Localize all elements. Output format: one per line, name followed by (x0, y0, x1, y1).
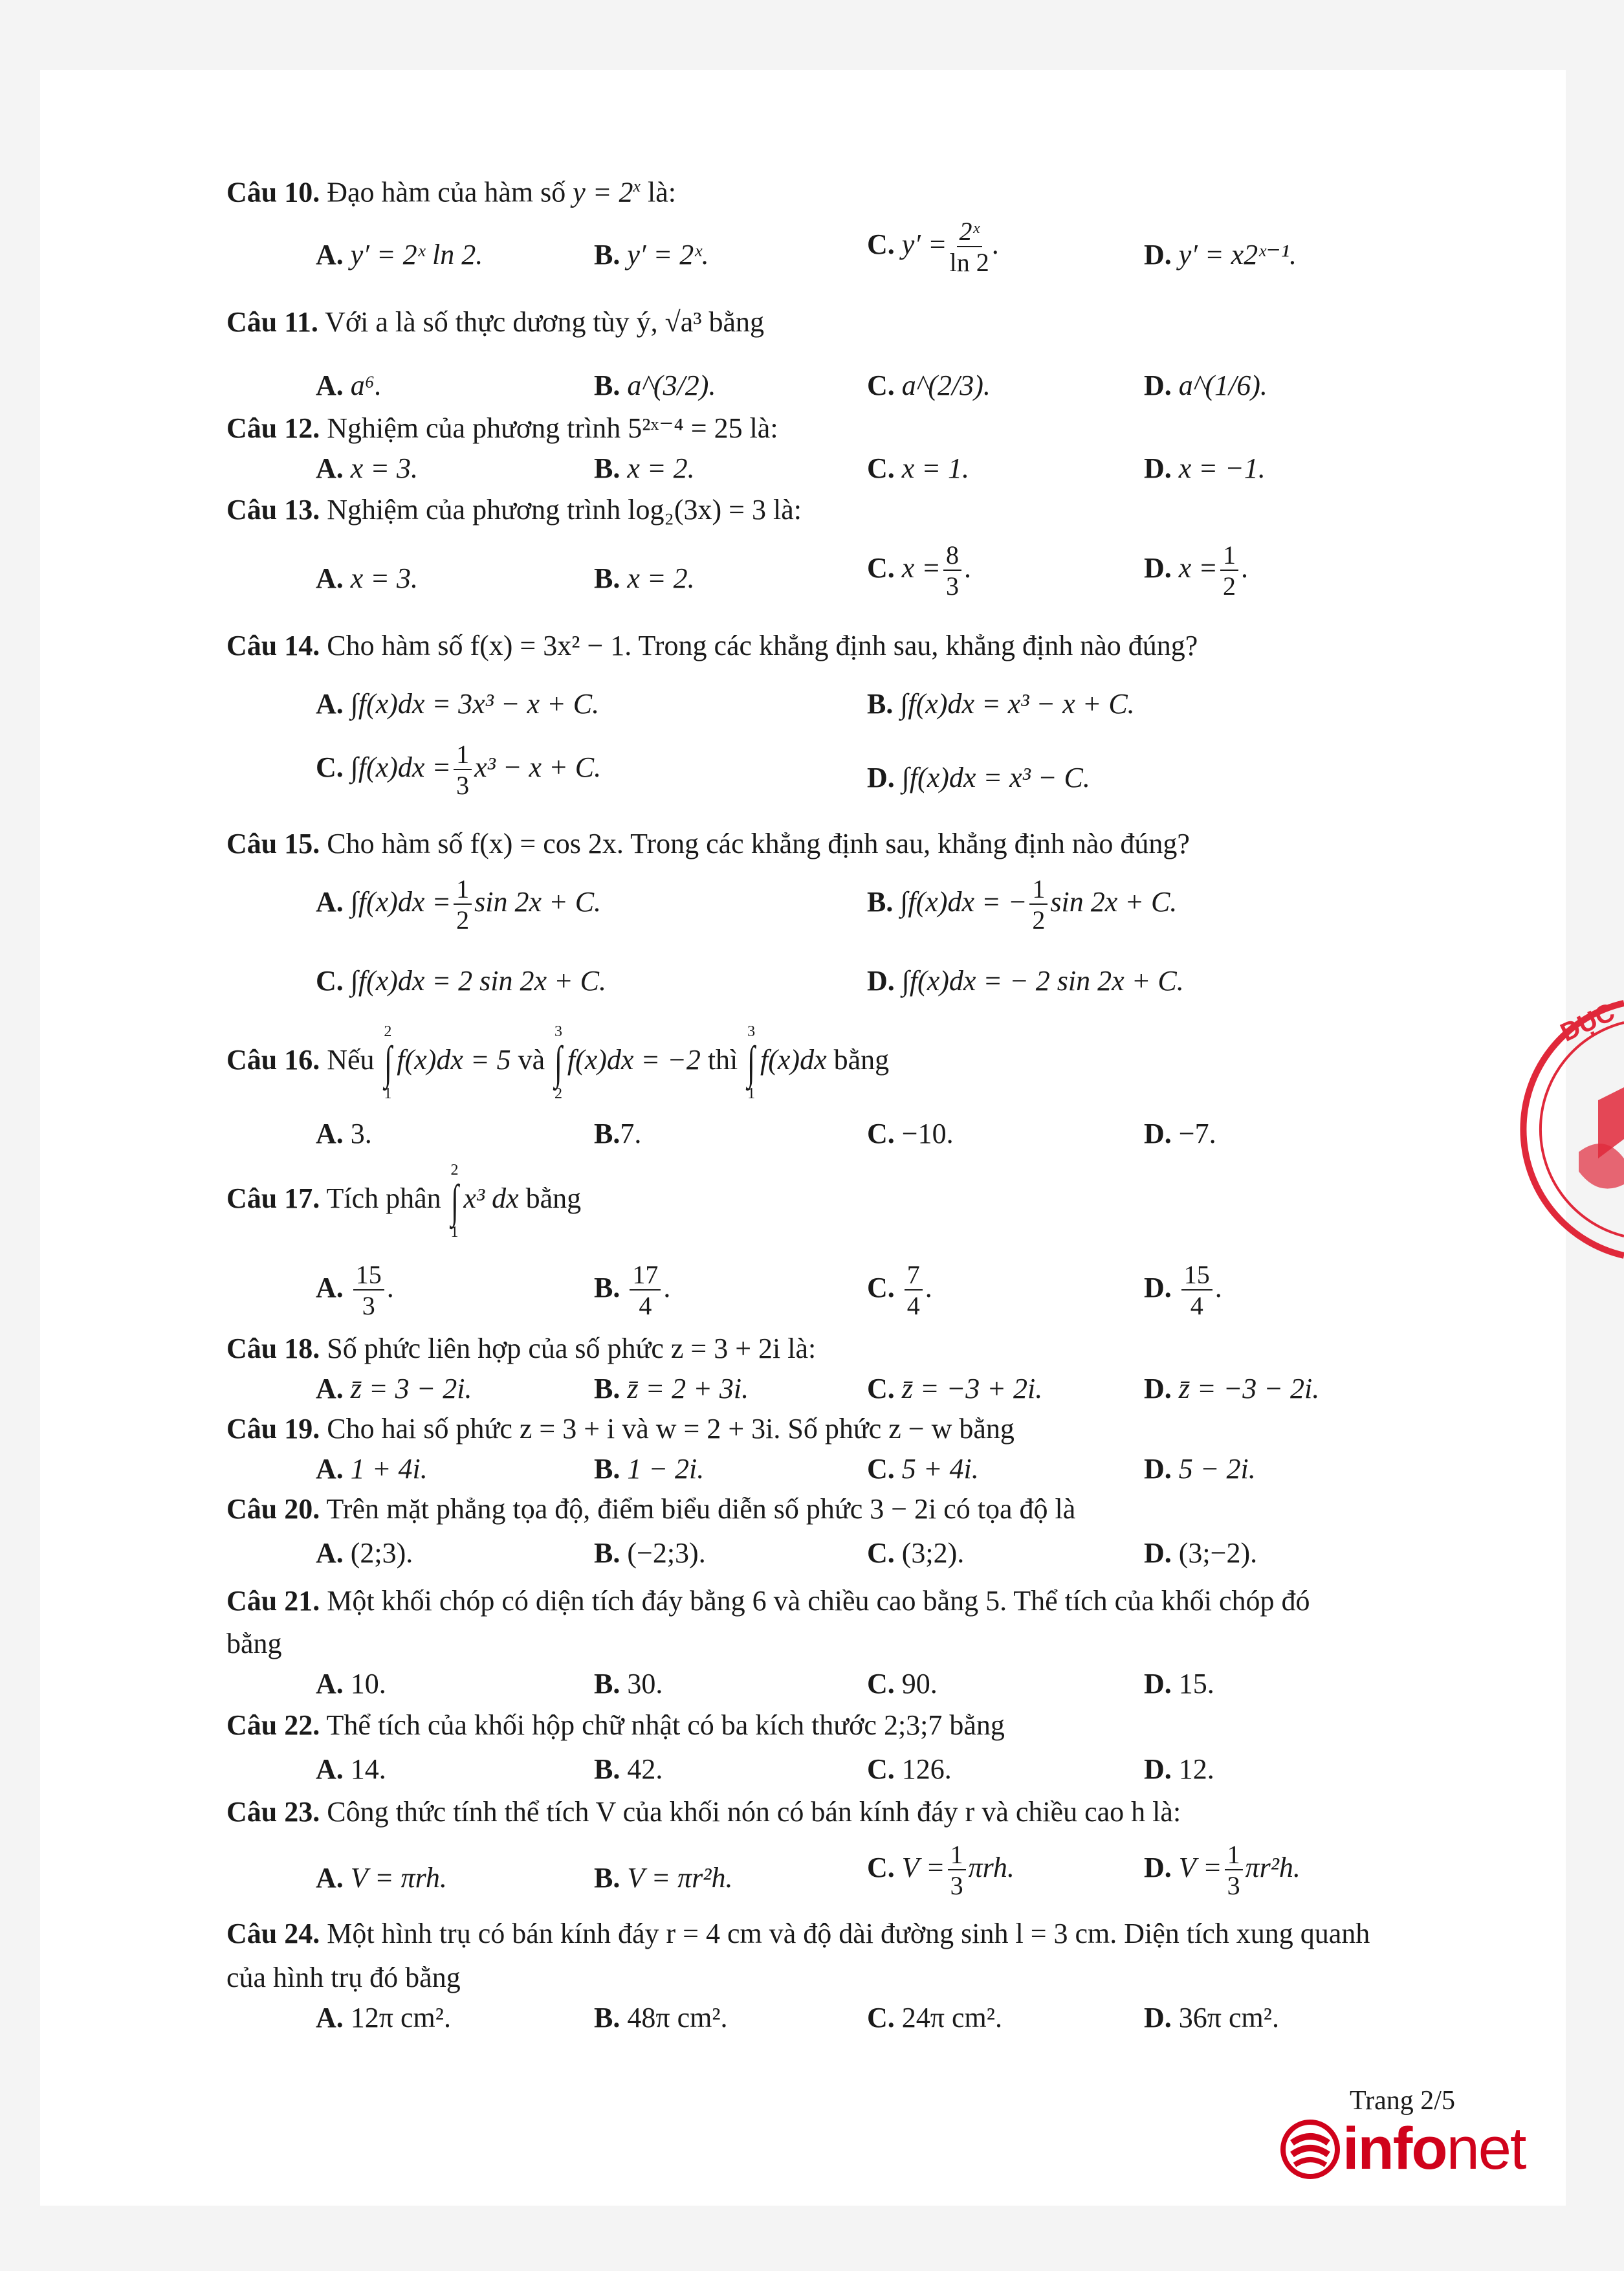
option-text: x = 1. (901, 452, 970, 484)
option-text: x = 2. (627, 452, 695, 484)
option-text: (2;3). (350, 1537, 413, 1569)
option-pre: ∫f(x)dx = − (900, 886, 1027, 918)
question-text: Cho hai số phức z = 3 + i và w = 2 + 3i. Số phức z − w bằng (327, 1413, 1015, 1445)
option-text: z̄ = −3 + 2i. (901, 1373, 1043, 1404)
question-text: Cho hàm số f(x) = cos 2x. Trong các khẳng định sau, khẳng định nào đúng? (327, 828, 1190, 859)
question-label: Câu 16. (226, 1044, 320, 1076)
option-c (316, 742, 601, 799)
option-b (594, 369, 716, 403)
option-key: D. (1144, 1272, 1172, 1304)
upper-limit: 3 (747, 1023, 756, 1040)
question-18 (226, 1332, 816, 1366)
question-tail: bằng (525, 1182, 582, 1214)
option-key: B. (594, 1373, 620, 1404)
fraction-denominator: 2 (456, 905, 470, 935)
fraction-denominator: 4 (1190, 1291, 1203, 1320)
question-text: Thể tích của khối hộp chữ nhật có ba kích thước 2;3;7 bằng (326, 1709, 1005, 1741)
integral-expr: f(x)dx = −2 (567, 1044, 701, 1076)
fraction-denominator: ln 2 (949, 248, 989, 277)
option-key: B. (594, 1668, 620, 1700)
option-key: C. (867, 552, 895, 584)
question-text: Trên mặt phẳng tọa độ, điểm biểu diễn số phức 3 − 2i có tọa độ là (326, 1493, 1076, 1525)
option-key: B. (594, 562, 620, 594)
option-text: z̄ = −3 − 2i. (1178, 1373, 1320, 1404)
question-expr: y = 2 (573, 176, 633, 208)
option-b (594, 452, 695, 485)
fraction-denominator: 3 (946, 571, 960, 601)
stamp-text: DỤC (1556, 997, 1619, 1048)
infonet-logo (1278, 2115, 1526, 2183)
option-key: B. (594, 1272, 620, 1304)
question-text: Tích phân (326, 1182, 441, 1214)
option-key: C. (867, 2002, 895, 2033)
option-key: D. (1144, 1373, 1172, 1404)
fraction-denominator: 2 (1032, 905, 1046, 935)
logo-text-net: net (1446, 2116, 1526, 2182)
integral-icon: ∫ (384, 1036, 392, 1089)
option-key: A. (316, 2002, 344, 2033)
option-key: C. (867, 1118, 895, 1149)
option-key: D. (867, 965, 895, 997)
fraction-denominator: 4 (906, 1291, 920, 1320)
question-text: bằng (226, 1628, 282, 1659)
option-a (316, 238, 483, 272)
option-b (594, 1372, 749, 1406)
option-c (867, 1842, 1015, 1899)
option-d: D. $\frac{15}{4}$ . (1144, 1260, 1222, 1320)
option-b (594, 1667, 663, 1701)
option-post: πrh. (968, 1852, 1015, 1884)
integral-sign (745, 1024, 758, 1102)
option-text: 42. (627, 1753, 663, 1785)
question-label: Câu 22. (226, 1709, 320, 1741)
option-post: πr²h. (1245, 1852, 1300, 1884)
integral-icon: ∫ (747, 1036, 756, 1089)
option-key: D. (1144, 1537, 1172, 1569)
question-label: Câu 12. (226, 412, 320, 444)
option-d (867, 761, 1090, 795)
fraction-numerator: 1 (948, 1842, 966, 1870)
option-text: V = πr²h. (627, 1862, 733, 1894)
option-text: 30. (627, 1668, 663, 1700)
option-key: A. (316, 1453, 344, 1485)
option-key: D. (1144, 370, 1172, 401)
fraction-numerator: 7 (905, 1262, 923, 1291)
option-b (594, 238, 709, 272)
option-text: ∫f(x)dx = − 2 sin 2x + C. (901, 965, 1184, 997)
infonet-swirl-icon (1278, 2117, 1343, 2182)
option-b: B. $\frac{17}{4}$ . (594, 1260, 671, 1320)
option-d (1144, 1753, 1214, 1786)
upper-limit: 3 (554, 1023, 562, 1040)
option-text: V = πrh. (350, 1862, 447, 1894)
question-label: Câu 11. (226, 306, 318, 338)
question-label: Câu 24. (226, 1918, 320, 1949)
option-key: A. (316, 1118, 344, 1149)
option-a (316, 1452, 428, 1486)
option-a (316, 562, 418, 595)
option-key: B. (594, 370, 620, 401)
question-text: Với a là số thực dương tùy ý, √a³ bằng (325, 306, 765, 338)
fraction-numerator: 1 (1029, 876, 1048, 905)
option-key: A. (316, 1373, 344, 1404)
option-text: a⁶. (350, 370, 382, 401)
option-post: . (991, 228, 999, 261)
option-key: B. (594, 1537, 620, 1569)
question-expr-sup: x (633, 177, 641, 195)
question-16 (226, 1021, 889, 1102)
option-key: A. (316, 239, 344, 271)
option-d (1144, 238, 1297, 272)
option-c (867, 1667, 938, 1701)
option-key: B. (594, 452, 620, 484)
integral-icon: ∫ (450, 1175, 459, 1227)
option-d (1144, 1452, 1256, 1486)
option-text: ∫f(x)dx = x³ − C. (901, 762, 1090, 793)
question-11 (226, 305, 764, 339)
question-text: Nghiệm của phương trình log₂(3x) = 3 là: (327, 494, 802, 526)
integral-sign (552, 1024, 565, 1102)
option-c (867, 1536, 964, 1570)
option-a (316, 1667, 386, 1701)
option-text: (3;2). (901, 1537, 965, 1569)
option-key: B. (594, 2002, 620, 2033)
question-17 (226, 1160, 581, 1240)
option-key: A. (316, 1862, 344, 1894)
option-text: a^(3/2). (627, 370, 716, 401)
option-post: . (964, 552, 972, 584)
fraction-denominator: 4 (639, 1291, 652, 1320)
question-label: Câu 18. (226, 1333, 320, 1364)
option-key: C. (867, 452, 895, 484)
fraction-numerator: 17 (630, 1262, 661, 1291)
integral-expr: x³ dx (463, 1182, 519, 1214)
option-a (316, 1117, 372, 1151)
option-key: C. (867, 1537, 895, 1569)
option-a: A. $\frac{15}{3}$ . (316, 1260, 394, 1320)
option-text: x = 3. (350, 452, 419, 484)
question-label: Câu 13. (226, 494, 320, 526)
option-text: ∫f(x)dx = 2 sin 2x + C. (350, 965, 607, 997)
option-key: A. (316, 1753, 344, 1785)
fraction-denominator: 2 (1223, 571, 1236, 601)
option-d (1144, 1117, 1216, 1151)
option-key: D. (1144, 1753, 1172, 1785)
option-key: A. (316, 1272, 344, 1304)
option-a (316, 1372, 472, 1406)
question-label: Câu 15. (226, 828, 320, 859)
option-key: B. (594, 1453, 620, 1485)
option-key: C. (867, 1373, 895, 1404)
option-text: ∫f(x)dx = x³ − x + C. (900, 688, 1135, 720)
question-24-cont (226, 1961, 461, 1995)
option-text: 126. (901, 1753, 952, 1785)
question-21-cont (226, 1627, 282, 1661)
option-c (867, 1753, 952, 1786)
option-d (1144, 2001, 1279, 2035)
fraction-numerator: 2ˣ (957, 219, 982, 247)
option-text: 36π cm². (1178, 2002, 1279, 2033)
fraction-denominator: 3 (950, 1871, 963, 1900)
option-pre: V = (901, 1852, 945, 1884)
question-label: Câu 19. (226, 1413, 320, 1445)
option-b (867, 687, 1135, 721)
option-text: a^(2/3). (901, 370, 991, 401)
integral-expr: f(x)dx = 5 (397, 1044, 511, 1076)
option-pre: x = (1178, 552, 1218, 584)
option-text: y′ = x2ˣ⁻¹. (1178, 239, 1297, 271)
option-key: A. (316, 688, 344, 720)
lower-limit: 1 (450, 1223, 459, 1241)
option-text: 12π cm². (350, 2002, 451, 2033)
option-key: C. (867, 1753, 895, 1785)
option-d (1144, 1842, 1300, 1899)
option-key: B. (594, 1753, 620, 1785)
option-key: B. (867, 886, 894, 918)
fraction-numerator: 15 (353, 1262, 384, 1291)
lower-limit: 1 (384, 1085, 392, 1102)
option-b (594, 1117, 641, 1151)
option-key: C. (867, 1453, 895, 1485)
option-text: 7. (620, 1118, 642, 1149)
option-d (1144, 369, 1267, 403)
option-key: D. (1144, 1852, 1172, 1884)
option-d (1144, 1536, 1257, 1570)
option-key: C. (316, 751, 344, 784)
option-d (1144, 452, 1266, 485)
question-text: Nghiệm của phương trình 5²ˣ⁻⁴ = 25 là: (327, 412, 778, 444)
option-post: sin 2x + C. (1050, 886, 1178, 918)
fraction-numerator: 15 (1181, 1262, 1213, 1291)
option-text: 12. (1178, 1753, 1214, 1785)
lower-limit: 1 (747, 1085, 756, 1102)
option-key: C. (316, 965, 344, 997)
integral-sign (448, 1162, 461, 1240)
question-text: Đạo hàm của hàm số (327, 176, 566, 208)
option-text: 24π cm². (901, 2002, 1002, 2033)
option-text: 5 + 4i. (901, 1453, 979, 1485)
option-c (867, 1372, 1042, 1406)
option-text: x = −1. (1178, 452, 1266, 484)
option-d (1144, 1372, 1319, 1406)
question-label: Câu 21. (226, 1585, 320, 1617)
option-text: 48π cm². (627, 2002, 728, 2033)
option-post: x³ − x + C. (474, 751, 602, 784)
option-text: y′ = 2ˣ ln 2. (350, 239, 483, 271)
option-text: x = 3. (350, 562, 419, 594)
page-number: Trang 2/5 (1350, 2086, 1455, 2116)
question-text: Số phức liên hợp của số phức z = 3 + 2i là: (327, 1333, 817, 1364)
official-stamp (1501, 990, 1624, 1262)
option-text: z̄ = 2 + 3i. (627, 1373, 749, 1404)
option-text: (−2;3). (627, 1537, 706, 1569)
question-text: Cho hàm số f(x) = 3x² − 1. Trong các khẳng định sau, khẳng định nào đúng? (327, 630, 1198, 661)
question-label: Câu 23. (226, 1796, 320, 1828)
fraction-numerator: 1 (454, 742, 472, 770)
option-text: x = 2. (627, 562, 695, 594)
option-a (316, 1536, 413, 1570)
option-c: C. $\frac{7}{4}$ . (867, 1260, 932, 1320)
option-b (594, 1753, 663, 1786)
option-text: 15. (1178, 1668, 1214, 1700)
integral-icon: ∫ (554, 1036, 562, 1089)
option-a (316, 876, 601, 933)
option-text: 10. (350, 1668, 386, 1700)
option-pre: y′ = (901, 228, 947, 261)
option-text: z̄ = 3 − 2i. (350, 1373, 472, 1404)
option-key: D. (1144, 452, 1172, 484)
option-d (1144, 542, 1248, 599)
integral-expr: f(x)dx (760, 1044, 827, 1076)
option-text: 3. (350, 1118, 372, 1149)
integral-sign (382, 1024, 395, 1102)
question-23 (226, 1795, 1181, 1829)
option-c (316, 964, 606, 998)
option-pre: V = (1178, 1852, 1222, 1884)
option-key: A. (316, 452, 344, 484)
option-c (867, 369, 991, 403)
question-15 (226, 827, 1190, 861)
fraction-numerator: 1 (1220, 542, 1238, 571)
fraction-numerator: 8 (943, 542, 961, 571)
option-text: 14. (350, 1753, 386, 1785)
question-text: Một hình trụ có bán kính đáy r = 4 cm và độ dài đường sinh l = 3 cm. Diện tích xung quanh (327, 1918, 1370, 1949)
option-b (594, 1536, 706, 1570)
question-text: thì (707, 1044, 738, 1076)
option-text: 5 − 2i. (1178, 1453, 1256, 1485)
fraction-numerator: 1 (454, 876, 472, 905)
option-text: (3;−2). (1178, 1537, 1258, 1569)
option-key: D. (1144, 1118, 1172, 1149)
upper-limit: 2 (450, 1161, 459, 1179)
lower-limit: 2 (554, 1085, 562, 1102)
question-21 (226, 1584, 1310, 1618)
option-pre: x = (901, 552, 941, 584)
question-13 (226, 493, 802, 527)
option-text: 1 − 2i. (627, 1453, 705, 1485)
question-tail: bằng (833, 1044, 890, 1076)
question-text: Công thức tính thể tích V của khối nón có bán kính đáy r và chiều cao h là: (327, 1796, 1181, 1828)
option-key: C. (867, 228, 895, 261)
option-pre: ∫f(x)dx = (350, 886, 452, 918)
question-text: Nếu (327, 1044, 375, 1076)
option-key: A. (316, 562, 344, 594)
option-a (316, 1753, 386, 1786)
option-key: D. (1144, 1453, 1172, 1485)
option-text: ∫f(x)dx = 3x³ − x + C. (350, 688, 600, 720)
question-label: Câu 20. (226, 1493, 320, 1525)
logo-text-info: info (1343, 2116, 1447, 2182)
fraction-numerator: 1 (1225, 1842, 1243, 1870)
option-c (867, 2001, 1002, 2035)
option-key: C. (867, 1272, 895, 1304)
question-19 (226, 1412, 1015, 1446)
option-key: B. (594, 239, 620, 271)
option-b (867, 876, 1177, 933)
option-key: D. (1144, 1668, 1172, 1700)
option-key: D. (1144, 552, 1172, 584)
upper-limit: 2 (384, 1023, 392, 1040)
option-key: D. (867, 762, 895, 793)
option-b (594, 2001, 728, 2035)
question-14 (226, 629, 1198, 663)
option-text: −10. (901, 1118, 954, 1149)
option-d (1144, 1667, 1214, 1701)
option-text: 90. (901, 1668, 938, 1700)
option-key: A. (316, 1668, 344, 1700)
question-text: của hình trụ đó bằng (226, 1962, 461, 1993)
option-a (316, 2001, 451, 2035)
option-d (867, 964, 1184, 998)
fraction-denominator: 3 (456, 771, 470, 800)
question-label: Câu 14. (226, 630, 320, 661)
option-key: A. (316, 886, 344, 918)
option-key: C. (867, 370, 895, 401)
option-b (594, 1861, 733, 1895)
question-tail: là: (648, 176, 677, 208)
option-text: −7. (1178, 1118, 1216, 1149)
option-key: A. (316, 1537, 344, 1569)
option-a (316, 452, 418, 485)
option-post: sin 2x + C. (474, 886, 602, 918)
option-a (316, 1861, 447, 1895)
question-22 (226, 1709, 1005, 1742)
option-key: B. (594, 1862, 620, 1894)
question-10 (226, 170, 676, 210)
option-text: a^(1/6). (1178, 370, 1267, 401)
option-key: C. (867, 1852, 895, 1884)
option-a (316, 687, 599, 721)
option-key: B. (867, 688, 894, 720)
option-key: D. (1144, 2002, 1172, 2033)
question-label: Câu 10. (226, 176, 320, 208)
option-text: 1 + 4i. (350, 1453, 428, 1485)
option-c (867, 542, 971, 599)
option-c (867, 452, 969, 485)
question-20 (226, 1492, 1075, 1526)
question-label: Câu 17. (226, 1182, 320, 1214)
question-text: Một khối chóp có diện tích đáy bằng 6 và chiều cao bằng 5. Thể tích của khối chóp đó (327, 1585, 1310, 1617)
option-a (316, 369, 382, 403)
option-pre: ∫f(x)dx = (350, 751, 452, 784)
exam-page (40, 70, 1566, 2206)
option-c (867, 1452, 979, 1486)
option-key: A. (316, 370, 344, 401)
option-c (867, 1117, 954, 1151)
option-key: C. (867, 1668, 895, 1700)
option-c (867, 219, 999, 276)
option-key: B. (594, 1118, 620, 1149)
question-text: và (518, 1044, 545, 1076)
option-text: y′ = 2ˣ. (627, 239, 709, 271)
option-key: D. (1144, 239, 1172, 271)
question-24 (226, 1917, 1370, 1951)
question-12 (226, 412, 778, 445)
fraction-denominator: 3 (362, 1291, 375, 1320)
option-post: . (1241, 552, 1249, 584)
option-b (594, 1452, 704, 1486)
fraction-denominator: 3 (1227, 1871, 1240, 1900)
option-b (594, 562, 695, 595)
